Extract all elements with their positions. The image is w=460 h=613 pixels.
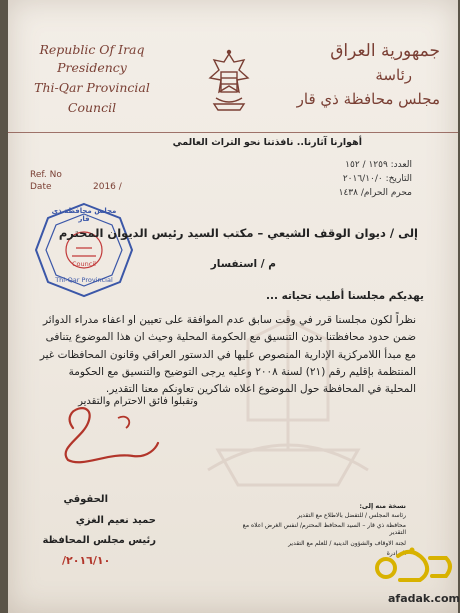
cc-item: رئاسة المجلس / للتفضل بالاطلاع مع التقدير	[297, 512, 406, 519]
date-label: Date	[30, 182, 52, 192]
letterhead-english-line-4: Council	[67, 100, 117, 115]
letterhead-english-line-1: Republic Of Iraq	[39, 42, 145, 57]
subject: م / استفسار	[210, 258, 276, 270]
signatory-label: الحقوقي	[63, 494, 108, 505]
stamp-text: مجلس محافظة ذي قار	[51, 207, 117, 223]
signatory-title: رئيس مجلس المحافظة	[42, 535, 156, 546]
letterhead-english-line-2: Presidency	[57, 60, 127, 75]
date-value: 2016 /	[93, 182, 122, 192]
signatory-name: حميد نعيم الغزي	[75, 515, 156, 526]
header-divider	[8, 132, 458, 133]
stamp-inner: Thi-Qar Provincial	[55, 276, 113, 284]
letterhead-english-line-3: Thi-Qar Provincial	[34, 80, 150, 95]
greeting: يهديكم مجلسنا أطيب تحياته ...	[265, 290, 424, 302]
signature-date: ٢٠١٦/١٠/	[62, 554, 111, 567]
letterhead-arabic-line-1: جمهورية العراق	[330, 41, 440, 61]
cc-item: الصادرة	[386, 550, 406, 557]
cc-item: محافظة ذي قار – السيد المحافظ المحترم/ لنفس الغرض اعلاه مع التقدير	[242, 522, 406, 536]
cc-heading: نسخة منه إلى:	[359, 502, 406, 510]
motto: أهوارنا آثارنا.. نافذتنا نحو التراث العالمي	[172, 137, 362, 148]
letterhead-arabic-line-3: مجلس محافظة ذي قار	[296, 90, 440, 108]
cc-item: لجنة الاوقاف والشؤون الدينية / للعلم مع التقدير	[288, 540, 406, 547]
reference-number: العدد: ١٢٥٩ / ١٥٢	[345, 160, 412, 170]
reference-date: التاريخ: ٢٠١٦/١٠/٠	[342, 174, 412, 184]
iraq-emblem-icon	[206, 48, 252, 118]
letter-sheet	[8, 0, 458, 613]
stamp-center: Council	[72, 260, 96, 268]
body-paragraph: نظراً لكون مجلسنا قرر في وقت سابق عدم الموافقة على تعيين او اعفاء مدراء الدوائر ضمن حدود محافظتنا بدون التنسيق مع الحكومة المحلية وحيث ان هذا الموضوع يتنافى مع مبدأ اللامركزية الإدارية المنصوص عليها في الدستور العراقي وقانون المحافظات غير المنتظمة بإقليم رقم (٢١) لسنة ٢٠٠٨ وعليه يرجى التوضيح والتنسيق مع الحكومة المحلية في المحافظة حول الموضوع اعلاه شاكرين تعاونكم معنا التقدير.	[39, 314, 416, 396]
letterhead-arabic-line-2: رئاسة	[375, 66, 412, 84]
watermark-url: afadak.com	[388, 592, 460, 605]
ref-label: Ref. No	[30, 170, 62, 180]
addressee: إلى / ديوان الوقف الشيعي – مكتب السيد رئيس الديوان المحترم	[58, 226, 418, 240]
afadak-logo-icon	[372, 544, 456, 590]
closing: وتقبلوا فائق الاحترام والتقدير	[78, 396, 198, 407]
handwritten-signature-icon	[38, 388, 168, 468]
hijri-date: محرم الحرام/ ١٤٣٨	[338, 188, 412, 198]
